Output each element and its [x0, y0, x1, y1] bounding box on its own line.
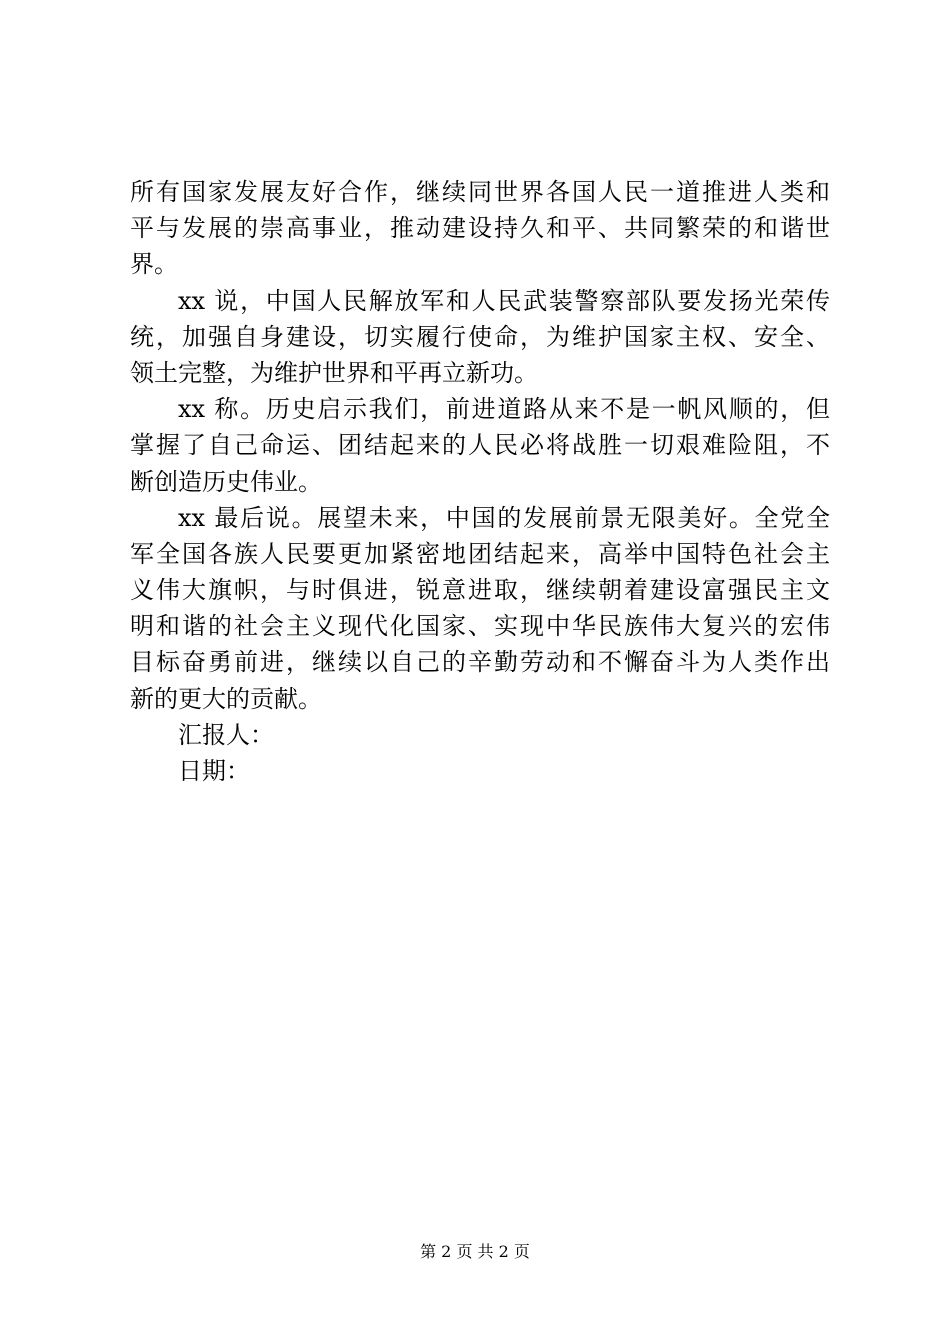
body-line: xx 说，中国人民解放军和人民武装警察部队要发扬光荣传	[178, 286, 830, 315]
body-line: 掌握了自己命运、团结起来的人民必将战胜一切艰难险阻，不	[130, 431, 830, 460]
page-footer	[0, 1241, 950, 1263]
body-line: 统，加强自身建设，切实履行使命，为维护国家主权、安全、	[130, 322, 830, 351]
body-line: xx 称。历史启示我们，前进道路从来不是一帆风顺的，但	[178, 395, 830, 424]
body-line: 所有国家发展友好合作，继续同世界各国人民一道推进人类和	[130, 178, 830, 206]
body-line: 目标奋勇前进，继续以自己的辛勤劳动和不懈奋斗为人类作出	[130, 648, 830, 677]
body-line: 断创造历史伟业。	[130, 467, 322, 496]
body-line: 新的更大的贡献。	[130, 684, 322, 713]
document-body	[130, 174, 830, 789]
page-number: 第 2 页 共 2 页	[420, 1242, 530, 1261]
reporter-label: 汇报人：	[178, 720, 274, 749]
body-line: 界。	[130, 250, 178, 279]
body-line: 领土完整，为维护世界和平再立新功。	[130, 358, 538, 387]
body-line: xx 最后说。展望未来，中国的发展前景无限美好。全党全	[178, 503, 830, 532]
body-line: 平与发展的崇高事业，推动建设持久和平、共同繁荣的和谐世	[130, 214, 830, 243]
body-line: 军全国各族人民要更加紧密地团结起来，高举中国特色社会主	[130, 539, 830, 568]
date-label: 日期：	[178, 757, 250, 785]
body-line: 义伟大旗帜，与时俱进，锐意进取，继续朝着建设富强民主文	[130, 576, 830, 605]
body-line: 明和谐的社会主义现代化国家、实现中华民族伟大复兴的宏伟	[130, 612, 830, 641]
